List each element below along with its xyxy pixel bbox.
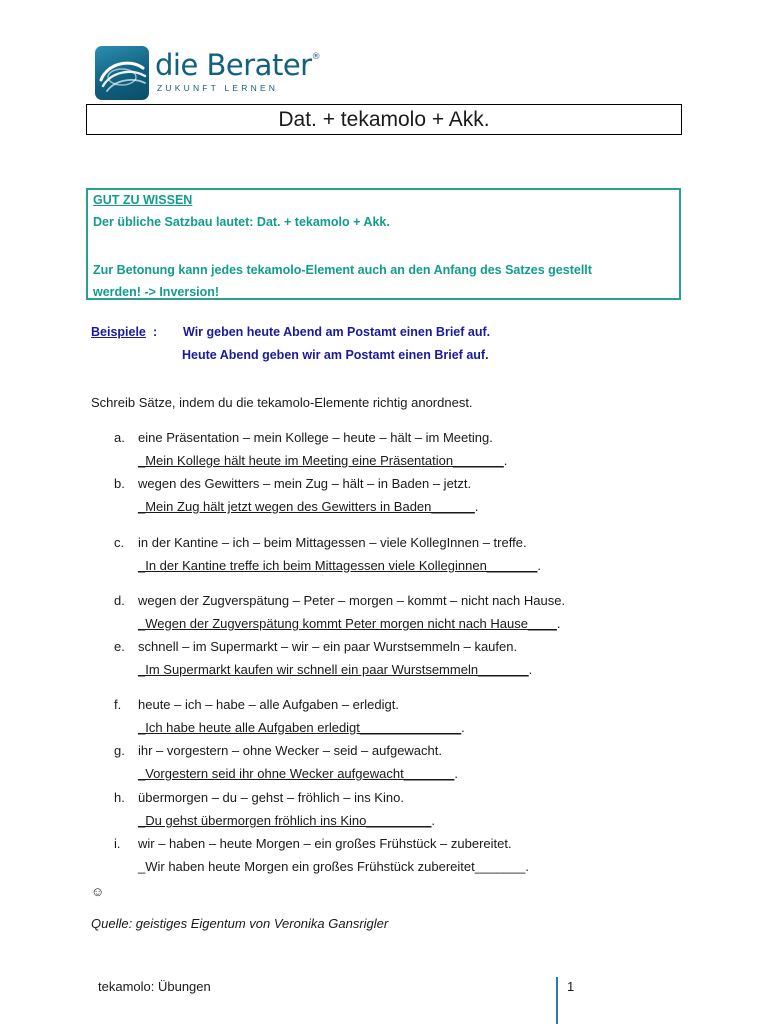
exercise-prompt: ihr – vorgestern – ohne Wecker – seid – aufgewacht. xyxy=(138,743,442,758)
exercise-letter: c. xyxy=(114,535,125,550)
info-line-3: werden! -> Inversion! xyxy=(93,285,220,299)
exercise-letter: i. xyxy=(114,836,121,851)
footer-divider xyxy=(556,977,558,1024)
logo-brand: die Berater® xyxy=(155,48,321,82)
exercise-answer: _Im Supermarkt kaufen wir schnell ein paar Wurstsemmeln_______. xyxy=(138,662,533,677)
exercise-answer: _Ich habe heute alle Aufgaben erledigt______________. xyxy=(138,720,465,735)
info-line-2: Zur Betonung kann jedes tekamolo-Element auch an den Anfang des Satzes gestellt xyxy=(93,263,592,277)
exercise-answer: _Mein Zug hält jetzt wegen des Gewitters in Baden______. xyxy=(138,499,479,514)
exercise-answer: _Vorgestern seid ihr ohne Wecker aufgewacht_______. xyxy=(138,766,458,781)
exercise-letter: e. xyxy=(114,639,125,654)
exercise-prompt: übermorgen – du – gehst – fröhlich – ins Kino. xyxy=(138,790,404,805)
example-sentence-2: Heute Abend geben wir am Postamt einen Brief auf. xyxy=(182,348,489,362)
instruction-text: Schreib Sätze, indem du die tekamolo-Elemente richtig anordnest. xyxy=(91,395,473,410)
page-number: 1 xyxy=(567,979,575,994)
exercise-prompt: heute – ich – habe – alle Aufgaben – erledigt. xyxy=(138,697,399,712)
info-heading: GUT ZU WISSEN xyxy=(93,193,193,207)
exercise-prompt: wir – haben – heute Morgen – ein großes Frühstück – zubereitet. xyxy=(138,836,512,851)
exercise-prompt: wegen des Gewitters – mein Zug – hält – in Baden – jetzt. xyxy=(138,476,472,491)
page-title: Dat. + tekamolo + Akk. xyxy=(86,104,682,135)
logo-swoosh-icon xyxy=(95,46,149,100)
info-line-1: Der übliche Satzbau lautet: Dat. + tekamolo + Akk. xyxy=(93,215,390,229)
exercise-letter: h. xyxy=(114,790,125,805)
logo xyxy=(95,46,321,102)
info-box xyxy=(86,188,681,300)
smiley-icon: ☺ xyxy=(91,884,105,899)
exercise-prompt: in der Kantine – ich – beim Mittagessen – viele KollegInnen – treffe. xyxy=(138,535,527,550)
exercise-answer: _Wir haben heute Morgen ein großes Frühstück zubereitet_______. xyxy=(138,859,529,874)
exercise-answer: _Wegen der Zugverspätung kommt Peter morgen nicht nach Hause____. xyxy=(138,616,561,631)
exercise-prompt: wegen der Zugverspätung – Peter – morgen – kommt – nicht nach Hause. xyxy=(138,593,566,608)
exercise-answer: _Mein Kollege hält heute im Meeting eine Präsentation_______. xyxy=(138,453,508,468)
source-note: Quelle: geistiges Eigentum von Veronika Gansrigler xyxy=(91,916,389,931)
footer-title: tekamolo: Übungen xyxy=(98,979,211,994)
exercise-answer: _In der Kantine treffe ich beim Mittagessen viele Kolleginnen_______. xyxy=(138,558,542,573)
logo-tagline: ZUKUNFT LERNEN xyxy=(157,83,279,93)
examples-label: Beispiele xyxy=(91,325,146,339)
exercise-letter: f. xyxy=(114,697,122,712)
exercise-letter: a. xyxy=(114,430,125,445)
exercise-prompt: schnell – im Supermarkt – wir – ein paar Wurstsemmeln – kaufen. xyxy=(138,639,518,654)
example-sentence-1: Wir geben heute Abend am Postamt einen Brief auf. xyxy=(183,325,491,339)
examples-colon: : xyxy=(153,325,158,339)
exercise-answer: _Du gehst übermorgen fröhlich ins Kino_________. xyxy=(138,813,436,828)
exercise-letter: g. xyxy=(114,743,125,758)
exercise-letter: d. xyxy=(114,593,125,608)
exercise-letter: b. xyxy=(114,476,125,491)
exercise-prompt: eine Präsentation – mein Kollege – heute – hält – im Meeting. xyxy=(138,430,493,445)
